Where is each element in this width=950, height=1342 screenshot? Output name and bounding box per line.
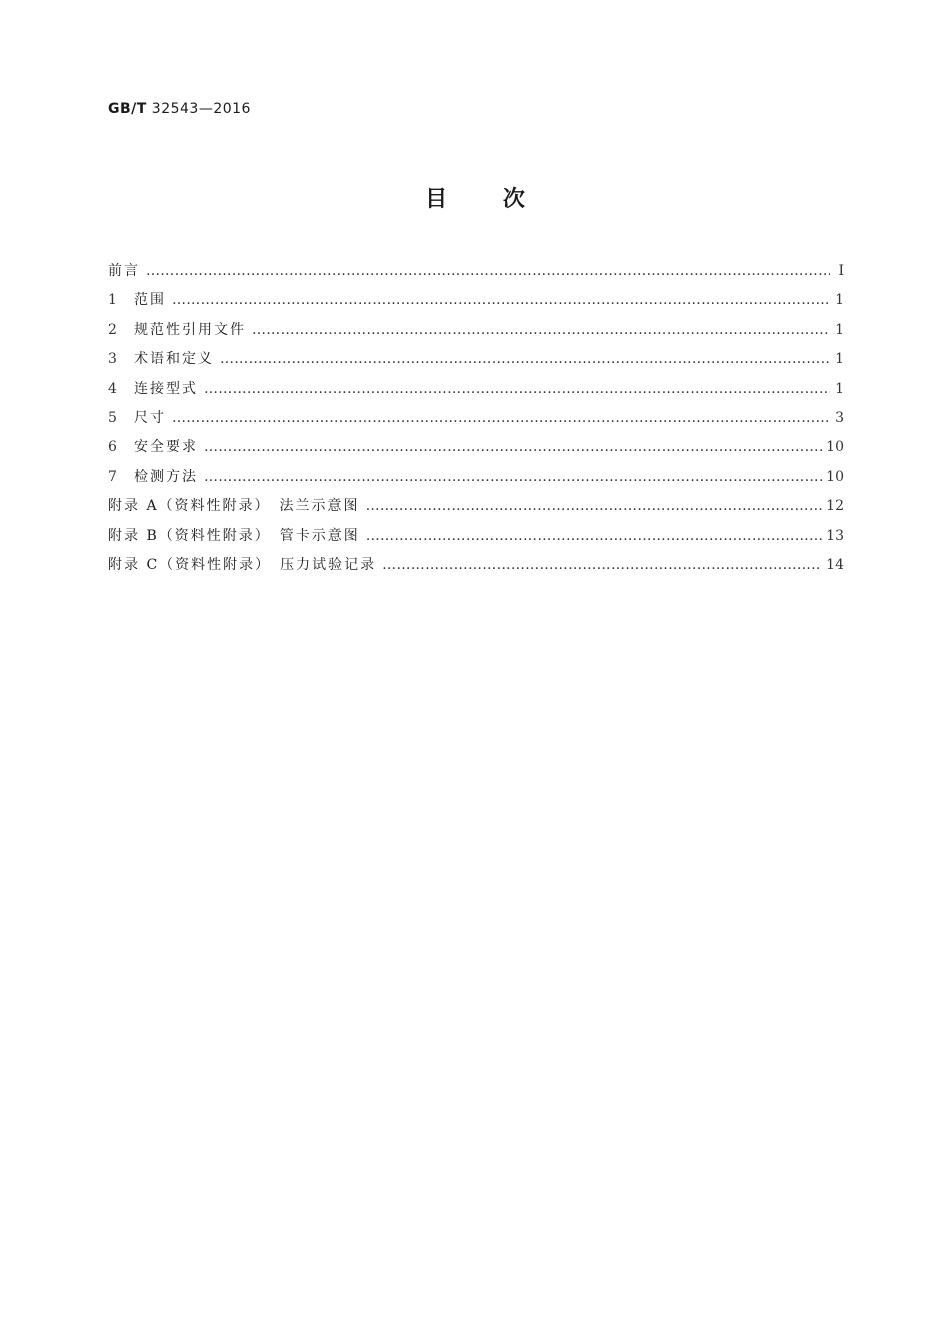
table-of-contents	[108, 260, 844, 583]
toc-entry-4[interactable]	[108, 378, 844, 407]
toc-entry-page: 14	[826, 556, 844, 573]
toc-entry-number: 6	[108, 439, 117, 456]
standard-code	[108, 101, 251, 117]
toc-entry-foreword[interactable]	[108, 260, 844, 289]
toc-entry-label: 连接型式	[134, 380, 198, 397]
toc-leader-dots	[204, 381, 830, 397]
toc-entry-label: 附录 A（资料性附录） 法兰示意图	[108, 498, 360, 515]
toc-entry-1[interactable]	[108, 289, 844, 318]
toc-leader-dots	[146, 263, 830, 279]
toc-entry-appendix-c[interactable]	[108, 554, 844, 583]
toc-entry-label: 附录 B（资料性附录） 管卡示意图	[108, 527, 360, 544]
toc-entry-label: 安全要求	[134, 439, 198, 456]
toc-entry-appendix-b[interactable]	[108, 525, 844, 554]
toc-entry-number: 7	[108, 468, 117, 485]
page-title	[0, 182, 950, 213]
standard-number: 32543—2016	[151, 101, 251, 117]
title-char-2: 次	[502, 187, 525, 212]
toc-leader-dots	[204, 439, 822, 455]
toc-entry-label: 附录 C（资料性附录） 压力试验记录	[108, 556, 377, 573]
toc-entry-page: 1	[835, 292, 844, 309]
toc-leader-dots	[220, 351, 830, 367]
toc-leader-dots	[366, 498, 823, 514]
toc-leader-dots	[204, 469, 822, 485]
toc-entry-2[interactable]	[108, 319, 844, 348]
toc-entry-page: 12	[826, 498, 844, 515]
toc-entry-number: 1	[108, 292, 117, 309]
toc-entry-6[interactable]	[108, 436, 844, 465]
toc-entry-page: 10	[826, 439, 844, 456]
toc-entry-label: 规范性引用文件	[134, 321, 246, 338]
toc-entry-label: 范围	[134, 292, 166, 309]
toc-entry-number: 4	[108, 380, 117, 397]
toc-entry-page: 13	[826, 527, 844, 544]
toc-entry-page: 1	[835, 351, 844, 368]
toc-entry-appendix-a[interactable]	[108, 495, 844, 524]
title-char-1: 目	[425, 187, 448, 212]
toc-entry-7[interactable]	[108, 466, 844, 495]
toc-entry-label: 检测方法	[134, 468, 198, 485]
toc-leader-dots	[366, 528, 822, 544]
toc-entry-5[interactable]	[108, 407, 844, 436]
toc-leader-dots	[172, 292, 830, 308]
standard-prefix: GB/T	[108, 101, 147, 117]
toc-entry-page: 1	[835, 380, 844, 397]
toc-entry-number: 5	[108, 409, 117, 426]
toc-leader-dots	[252, 322, 830, 338]
toc-entry-page: 10	[826, 468, 844, 485]
toc-entry-page: 1	[835, 321, 844, 338]
toc-entry-number: 3	[108, 351, 117, 368]
toc-leader-dots	[382, 557, 822, 573]
toc-entry-label: 前言	[108, 263, 140, 279]
toc-entry-page: Ⅰ	[838, 263, 844, 279]
toc-entry-3[interactable]	[108, 348, 844, 377]
toc-entry-number: 2	[108, 321, 117, 338]
toc-entry-page: 3	[835, 409, 844, 426]
toc-entry-label: 尺寸	[134, 409, 166, 426]
toc-entry-label: 术语和定义	[134, 351, 214, 368]
toc-leader-dots	[172, 410, 830, 426]
